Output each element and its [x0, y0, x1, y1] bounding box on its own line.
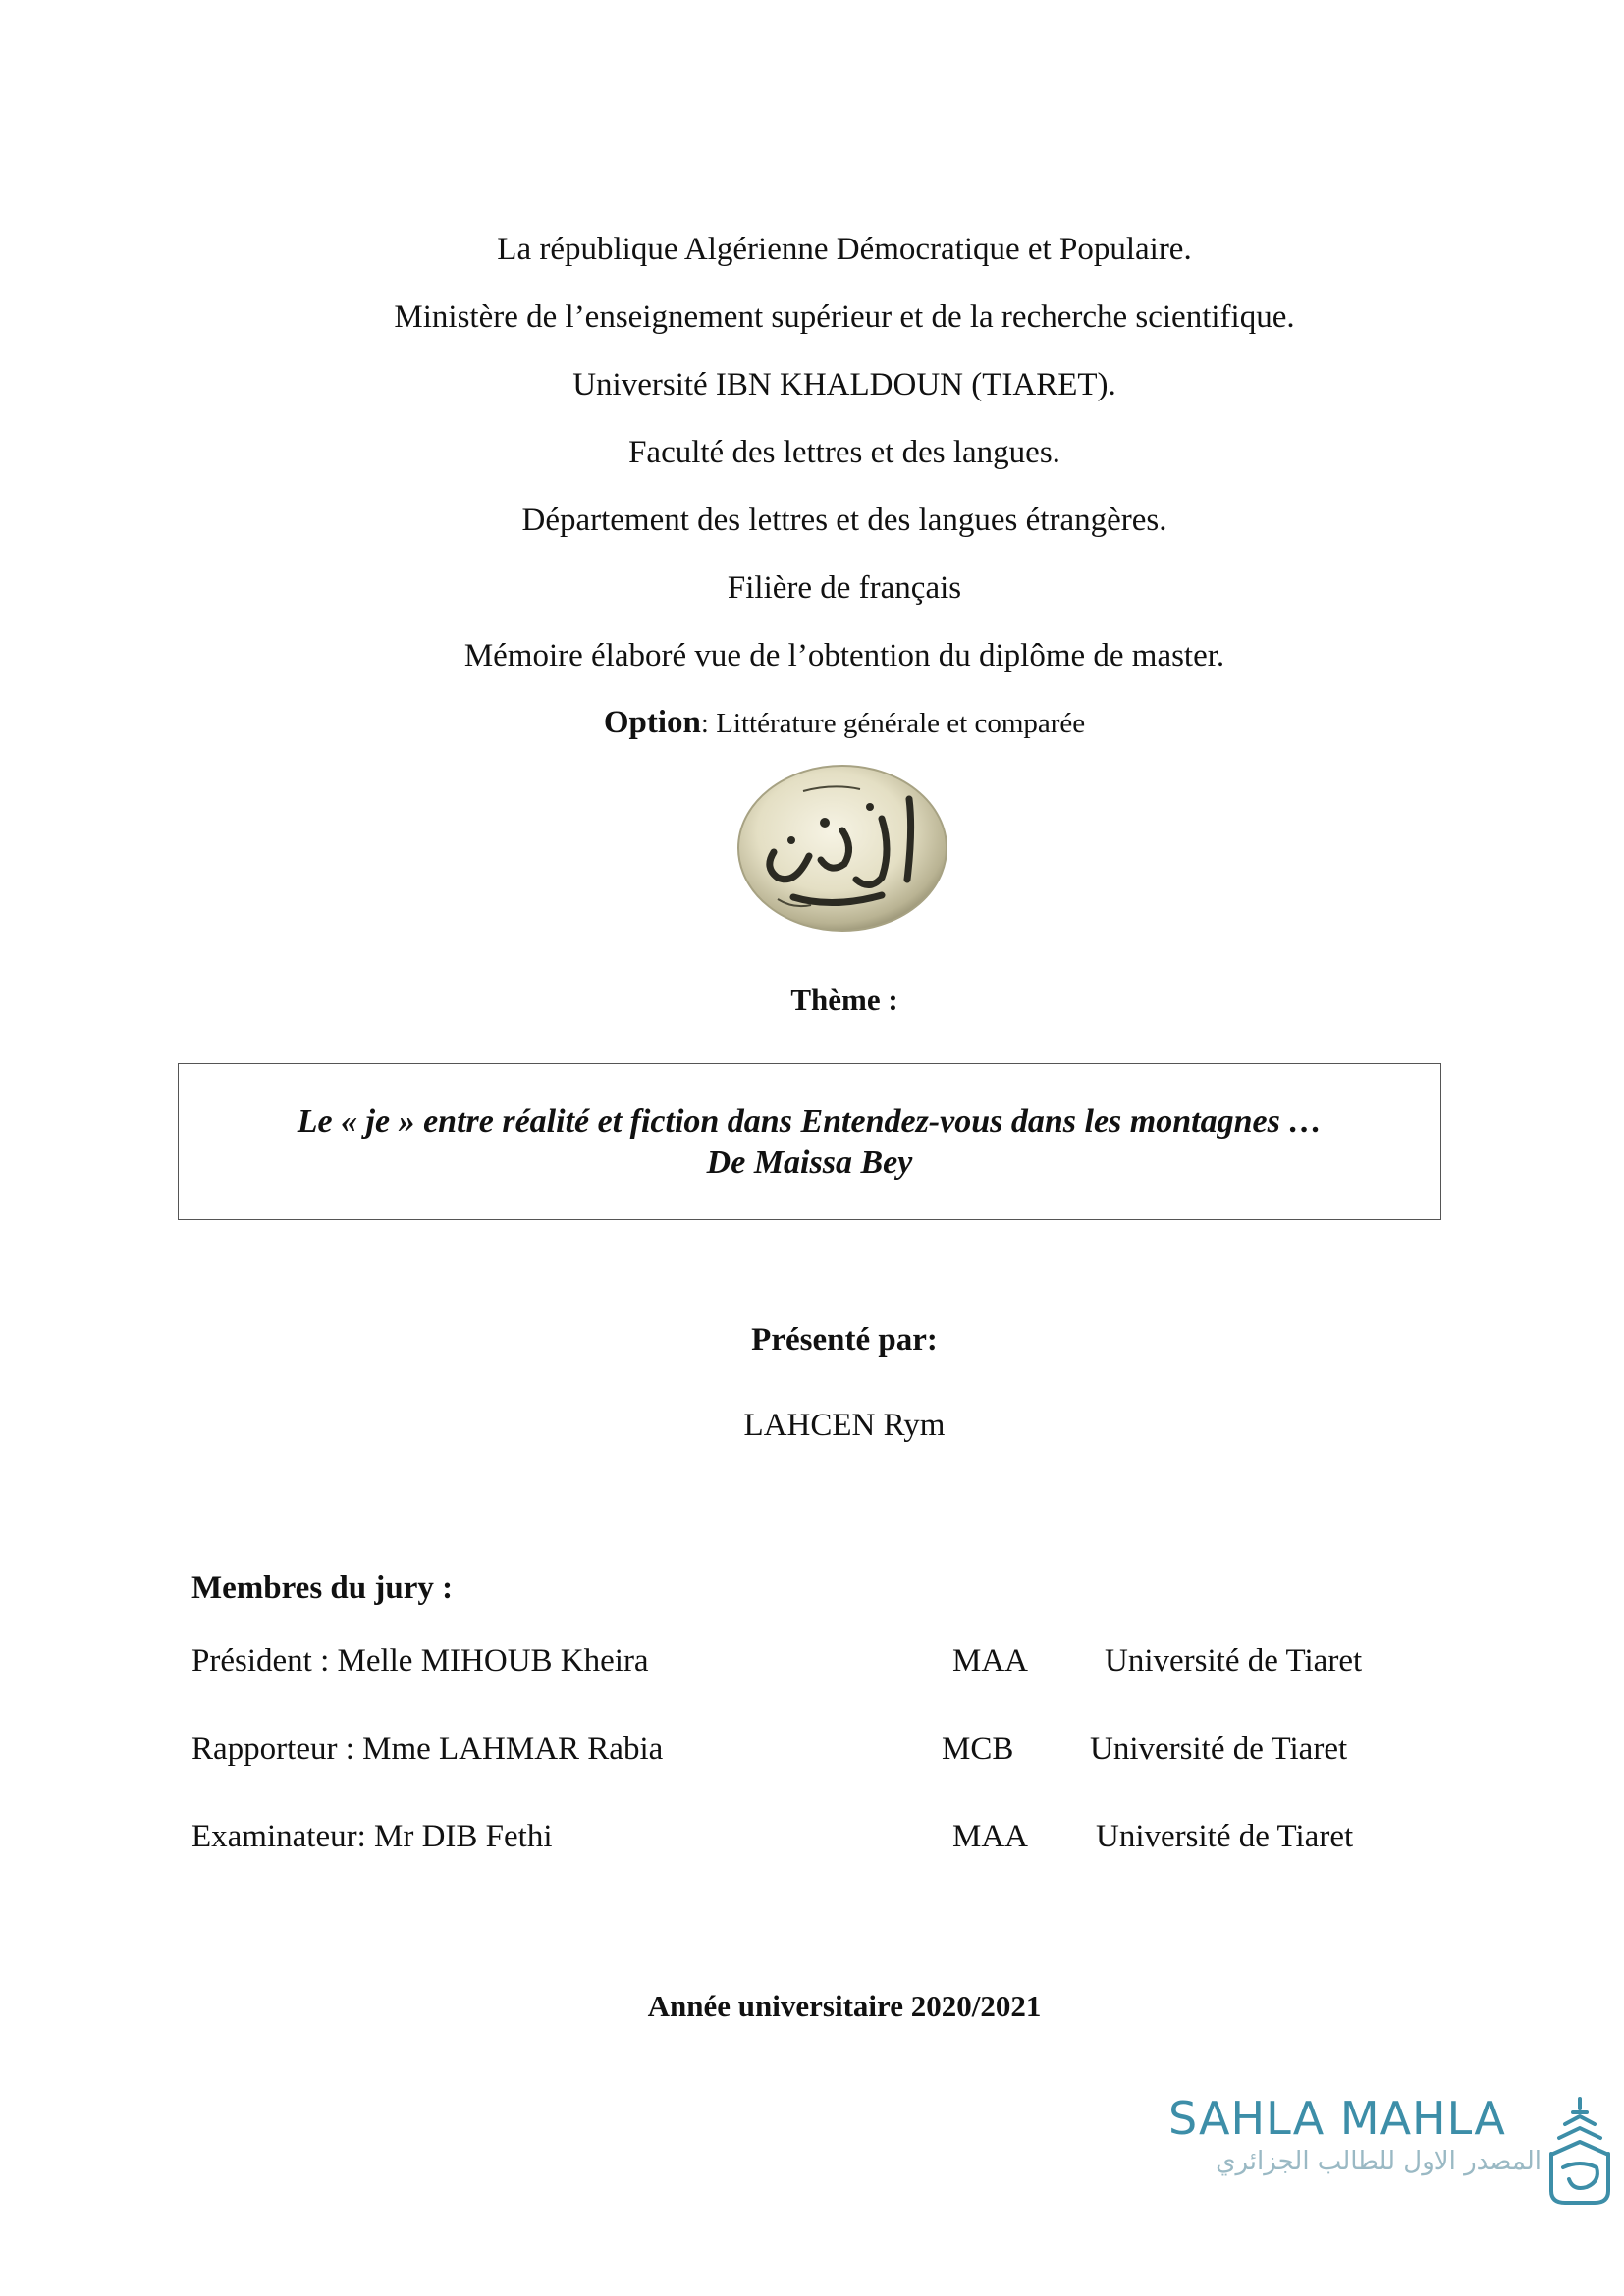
jury-member-role: Président : Melle MIHOUB Kheira [191, 1643, 649, 1679]
jury-member-role: Rapporteur : Mme LAHMAR Rabia [191, 1732, 664, 1767]
header-thesis-purpose: Mémoire élaboré vue de l’obtention du diplôme de master. [463, 638, 1225, 673]
header-faculty: Faculté des lettres et des langues. [628, 435, 1060, 470]
jury-member-grade: MAA [952, 1643, 1029, 1679]
jury-member-university: Université de Tiaret [1105, 1643, 1363, 1679]
jury-member-university: Université de Tiaret [1090, 1732, 1348, 1767]
theme-label: Thème : [790, 983, 898, 1017]
header-field: Filière de français [727, 570, 962, 606]
jury-member-grade: MAA [952, 1819, 1029, 1854]
header-university: Université IBN KHALDOUN (TIARET). [572, 367, 1116, 402]
sahla-mahla-logo [1168, 2091, 1620, 2209]
option-label: Option [603, 705, 701, 740]
jury-member-grade: MCB [942, 1732, 1014, 1767]
university-seal-icon [734, 762, 950, 934]
presenter-name: LAHCEN Rym [743, 1408, 946, 1443]
jury-member-role: Examinateur: Mr DIB Fethi [191, 1819, 553, 1854]
header-ministry: Ministère de l’enseignement supérieur et de la recherche scientifique. [394, 299, 1295, 335]
logo-mark-icon [1543, 2093, 1616, 2209]
theme-box [178, 1063, 1441, 1220]
theme-title-line1: Le « je » entre réalité et fiction dans Entendez-vous dans les montagnes … [297, 1103, 1323, 1140]
theme-title-line2: De Maissa Bey [706, 1145, 913, 1181]
presenter-label: Présenté par: [751, 1322, 938, 1358]
option-value: : Littérature générale et comparée [700, 708, 1086, 739]
jury-member-university: Université de Tiaret [1096, 1819, 1354, 1854]
academic-year: Année universitaire 2020/2021 [647, 1989, 1042, 2023]
jury-label: Membres du jury : [191, 1571, 454, 1606]
logo-tagline: المصدر الاول للطالب الجزائري [1216, 2147, 1542, 2176]
header-republic: La république Algérienne Démocratique et Populaire. [497, 232, 1192, 267]
header-department: Département des lettres et des langues étrangères. [521, 503, 1167, 538]
header-option [0, 703, 1624, 743]
logo-brand-text: SAHLA MAHLA [1168, 2092, 1506, 2145]
